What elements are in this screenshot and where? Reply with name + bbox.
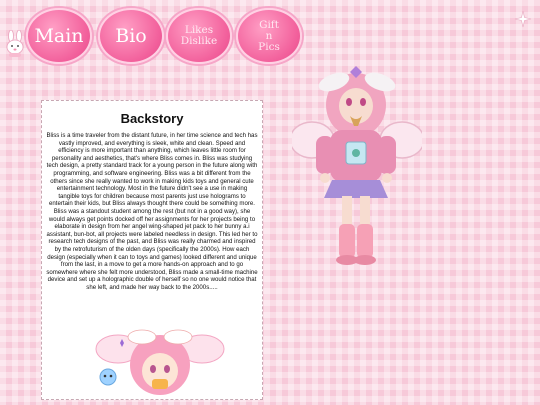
nav-gift-button[interactable] xyxy=(236,8,302,64)
nav-likes-button[interactable] xyxy=(166,8,232,64)
backstory-title: Backstory xyxy=(120,111,184,126)
nav-likes-label-1: Likes xyxy=(184,24,214,36)
nav-likes-label-2: Dislike xyxy=(180,35,218,47)
nav-gift-label-2: n xyxy=(265,29,273,42)
backstory-text: Bliss is a time traveler from the distant future, in her time science and tech has vastly improved, and everything is sleek, white and clean. Speed and efficiency is more important than anything, which leaves little room for personality and aesthetics, that's where Bliss comes in. Bliss was studying tech design, a pretty standard track for a young person in the future along with programming, and software engineering. Bliss was a bit different from the others since she really wanted to work in making kids toys and general cute entertainment technology. Most in the future didn't see a use in making tangible toys for children because most parents just use holograms to entertain their kids, but Bliss always thought there could be something more. Bliss was a standout student among the rest (but not in a good way), she would always get points docked off her assignments for her projects being to elaborate in design from her angel wing-shaped jet pack to her bunny a.i assistant, bun-bot, all projects were labeled needless in design. This led her to research tech designs of the past, and Bliss was really charmed and inspired by the retrofuturism of the olden days (specifically the 2000s). How each design (especially when it can to toys and games) looked different and unique from the last, in a move to get a more hands-on approach and to go somewhere where she felt more understood, Bliss made a small-time machine device and set up a holographic double of herself so no one would notice that she left, and made her way back to the 2000s..... xyxy=(46,132,258,291)
nav-gift-label-3: Pics xyxy=(258,40,280,53)
bunny-icon xyxy=(4,30,26,58)
nav-bio-label: Bio xyxy=(115,25,147,47)
nav-main-label: Main xyxy=(34,25,84,47)
backstory-card xyxy=(41,100,263,400)
character-figure xyxy=(292,60,422,270)
nav-gift-label-1: Gift xyxy=(259,18,279,31)
character-illustration xyxy=(90,327,230,397)
sparkle-icon xyxy=(514,10,532,28)
nav-main-button[interactable] xyxy=(26,8,92,64)
nav-bio-button[interactable] xyxy=(98,8,164,64)
